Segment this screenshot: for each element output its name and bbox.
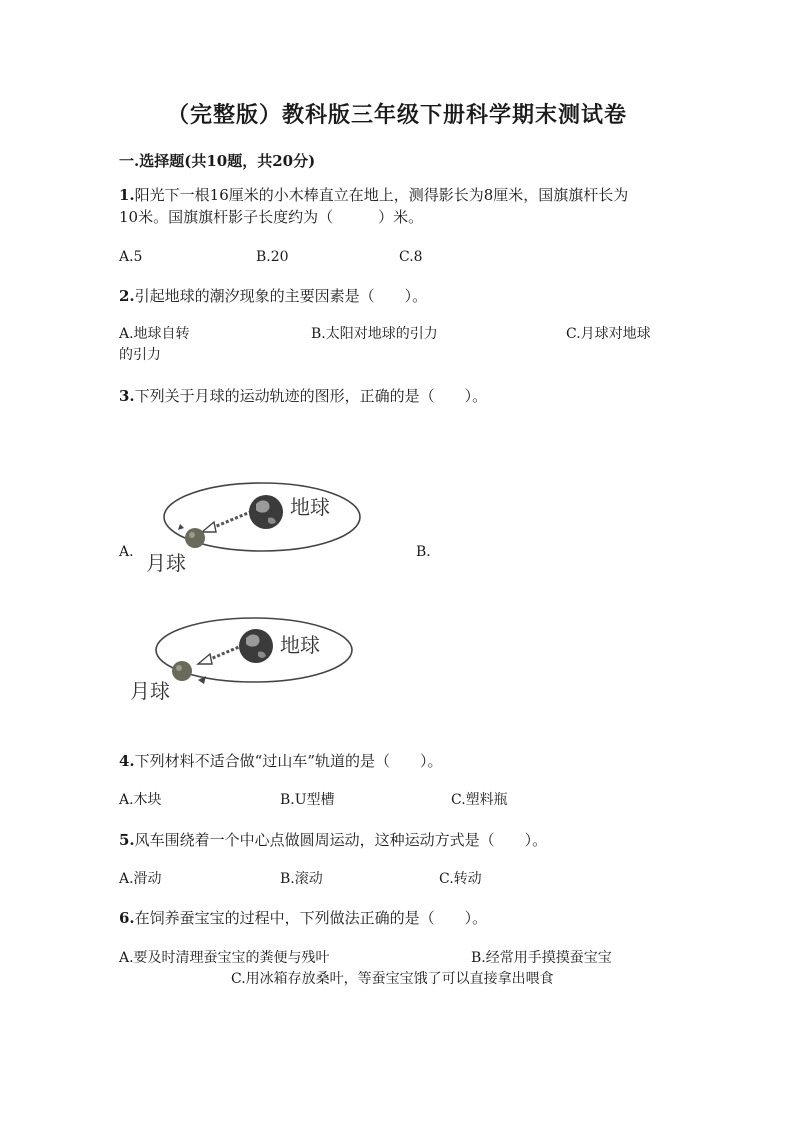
option-c: C.8 (399, 249, 423, 265)
option-b: B.太阳对地球的引力 (311, 326, 438, 342)
option-b: B.20 (256, 249, 289, 265)
question-5 (119, 829, 547, 851)
option-c: C.用冰箱存放桑叶，等蚕宝宝饿了可以直接拿出喂食 (231, 971, 554, 987)
question-1-line2: 10米。国旗旗杆影子长度约为（ ）米。 (119, 208, 424, 226)
earth-label: 地球 (290, 495, 330, 519)
question-text: 下列关于月球的运动轨迹的图形，正确的是（ ）。 (134, 387, 488, 405)
option-b: B. (416, 544, 431, 560)
option-a: A.地球自转 (119, 326, 190, 342)
question-text: 阳光下一根16厘米的小木棒直立在地上，测得影长为8厘米，国旗旗杆长为 (134, 186, 629, 204)
option-a: A. (119, 544, 134, 560)
question-4 (119, 750, 443, 772)
question-3 (119, 385, 487, 407)
earth-label: 地球 (280, 633, 320, 657)
option-b: B.经常用手摸摸蚕宝宝 (471, 950, 612, 966)
question-number: 4. (119, 752, 135, 770)
question-number: 3. (119, 387, 135, 405)
question-number: 5. (119, 831, 135, 849)
option-c-wrap: 的引力 (119, 347, 161, 363)
option-a: A.5 (119, 249, 143, 265)
question-text: 在饲养蚕宝宝的过程中，下列做法正确的是（ ）。 (134, 909, 488, 927)
question-number: 1. (119, 186, 135, 204)
option-a: A.要及时清理蚕宝宝的粪便与残叶 (119, 950, 330, 966)
page-title: （完整版）教科版三年级下册科学期末测试卷 (166, 102, 627, 128)
option-b: B.滚动 (280, 871, 323, 887)
option-a: A.滑动 (119, 871, 162, 887)
question-text: 引起地球的潮汐现象的主要因素是（ ）。 (134, 287, 428, 305)
option-a: A.木块 (119, 792, 162, 808)
orbit-diagram-a (140, 470, 370, 580)
question-2 (119, 285, 427, 307)
question-number: 6. (119, 909, 135, 927)
question-1 (119, 184, 628, 206)
question-text: 下列材料不适合做“过山车”轨道的是（ ）。 (134, 752, 443, 770)
question-text: 风车围绕着一个中心点做圆周运动，这种运动方式是（ ）。 (134, 831, 548, 849)
option-b: B.U型槽 (280, 792, 335, 808)
question-number: 2. (119, 287, 135, 305)
option-c: C.塑料瓶 (451, 792, 508, 808)
section-heading: 一.选择题(共10题，共20分) (119, 152, 316, 170)
option-c: C.月球对地球 (566, 326, 651, 342)
option-c: C.转动 (439, 871, 482, 887)
moon-label: 月球 (130, 679, 170, 703)
orbit-diagram-b (128, 606, 360, 706)
moon-label: 月球 (146, 551, 186, 575)
question-6 (119, 907, 487, 929)
